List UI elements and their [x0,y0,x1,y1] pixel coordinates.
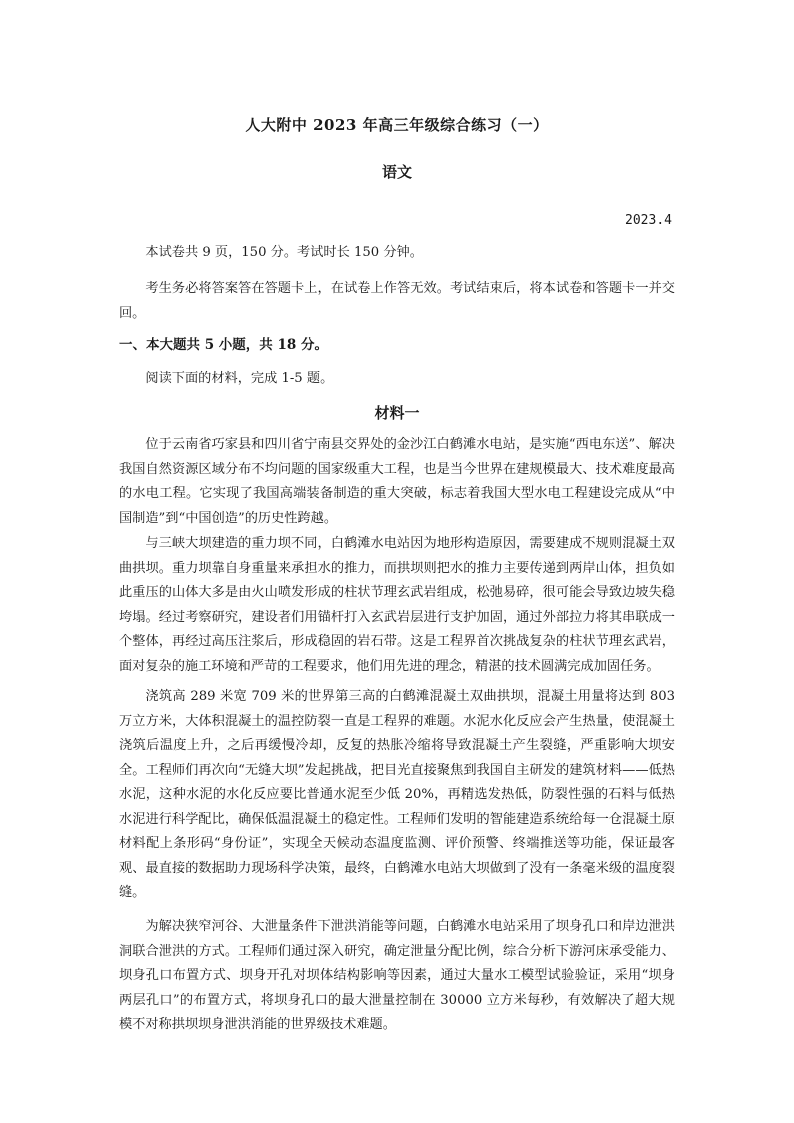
material-paragraph-1: 位于云南省巧家县和四川省宁南县交界处的金沙江白鹤滩水电站，是实施“西电东送”、解决我国自然资源区域分布不均问题的国家级重大工程，也是当今世界在建规模最大、技术难度最高的水电工程。它实现了我国高端装备制造的重大突破，标志着我国大型水电工程建设完成从“中国制造”到“中国创造”的历史性跨越。 [119,437,675,526]
section-instruction: 阅读下面的材料，完成 1-5 题。 [145,371,334,386]
exam-info-line: 本试卷共 9 页，150 分。考试时长 150 分钟。 [145,245,423,260]
exam-notice-line: 考生务必将答案答在答题卡上，在试卷上作答无效。考试结束后，将本试卷和答题卡一并交回。 [119,281,675,321]
exam-title: 人大附中 2023 年高三年级综合练习（一） [245,116,549,134]
material-paragraph-3: 浇筑高 289 米宽 709 米的世界第三高的白鹤滩混凝土双曲拱坝，混凝土用量将达到 803 万立方米，大体积混凝土的温控防裂一直是工程界的难题。水泥水化反应会产生热量，使混凝土浇筑后温度上升，之后再缓慢冷却，反复的热胀冷缩将导致混凝土产生裂缝，严重影响大坝安全。工程师们再次向“无缝大坝”发起挑战，把目光直接聚焦到我国自主研发的建筑材料——低热水泥，这种水泥的水化反应要比普通水泥至少低 20%，再精选发热低，防裂性强的石料与低热水泥进行科学配比，确保低温混凝土的稳定性。工程师们发明的智能建造系统给每一仓混凝土原材料配上条形码“身份证”，实现全天候动态温度监测、评价预警、终端推送等功能，保证最客观、最直接的数据助力现场科学决策，最终，白鹤滩水电站大坝做到了没有一条毫米级的温度裂缝。 [119,689,675,900]
subject-heading: 语文 [381,163,412,181]
section-heading: 一、本大题共 5 小题，共 18 分。 [119,337,328,353]
material-title: 材料一 [374,404,420,422]
exam-date: 2023.4 [625,213,672,228]
material-paragraph-4: 为解决狭窄河谷、大泄量条件下泄洪消能等问题，白鹤滩水电站采用了坝身孔口和岸边泄洪洞联合泄洪的方式。工程师们通过深入研究，确定泄量分配比例，综合分析下游河床承受能力、坝身孔口布置方式、坝身开孔对坝体结构影响等因素，通过大量水工模型试验验证，采用“坝身两层孔口”的布置方式，将坝身孔口的最大泄量控制在 30000 立方米每秒，有效解决了超大规模不对称拱坝坝身泄洪消能的世界级技术难题。 [119,919,675,1032]
material-paragraph-2: 与三峡大坝建造的重力坝不同，白鹤滩水电站因为地形构造原因，需要建成不规则混凝土双曲拱坝。重力坝靠自身重量来承担水的推力，而拱坝则把水的推力主要传递到两岸山体，担负如此重压的山体大多是由火山喷发形成的柱状节理玄武岩组成，松弛易碎，很可能会导致边坡失稳垮塌。经过考察研究，建设者们用锚杆打入玄武岩层进行支护加固，通过外部拉力将其串联成一个整体，再经过高压注浆后，形成稳固的岩石带。这是工程界首次挑战复杂的柱状节理玄武岩，面对复杂的施工环境和严苛的工程要求，他们用先进的理念，精湛的技术圆满完成加固任务。 [119,536,675,674]
